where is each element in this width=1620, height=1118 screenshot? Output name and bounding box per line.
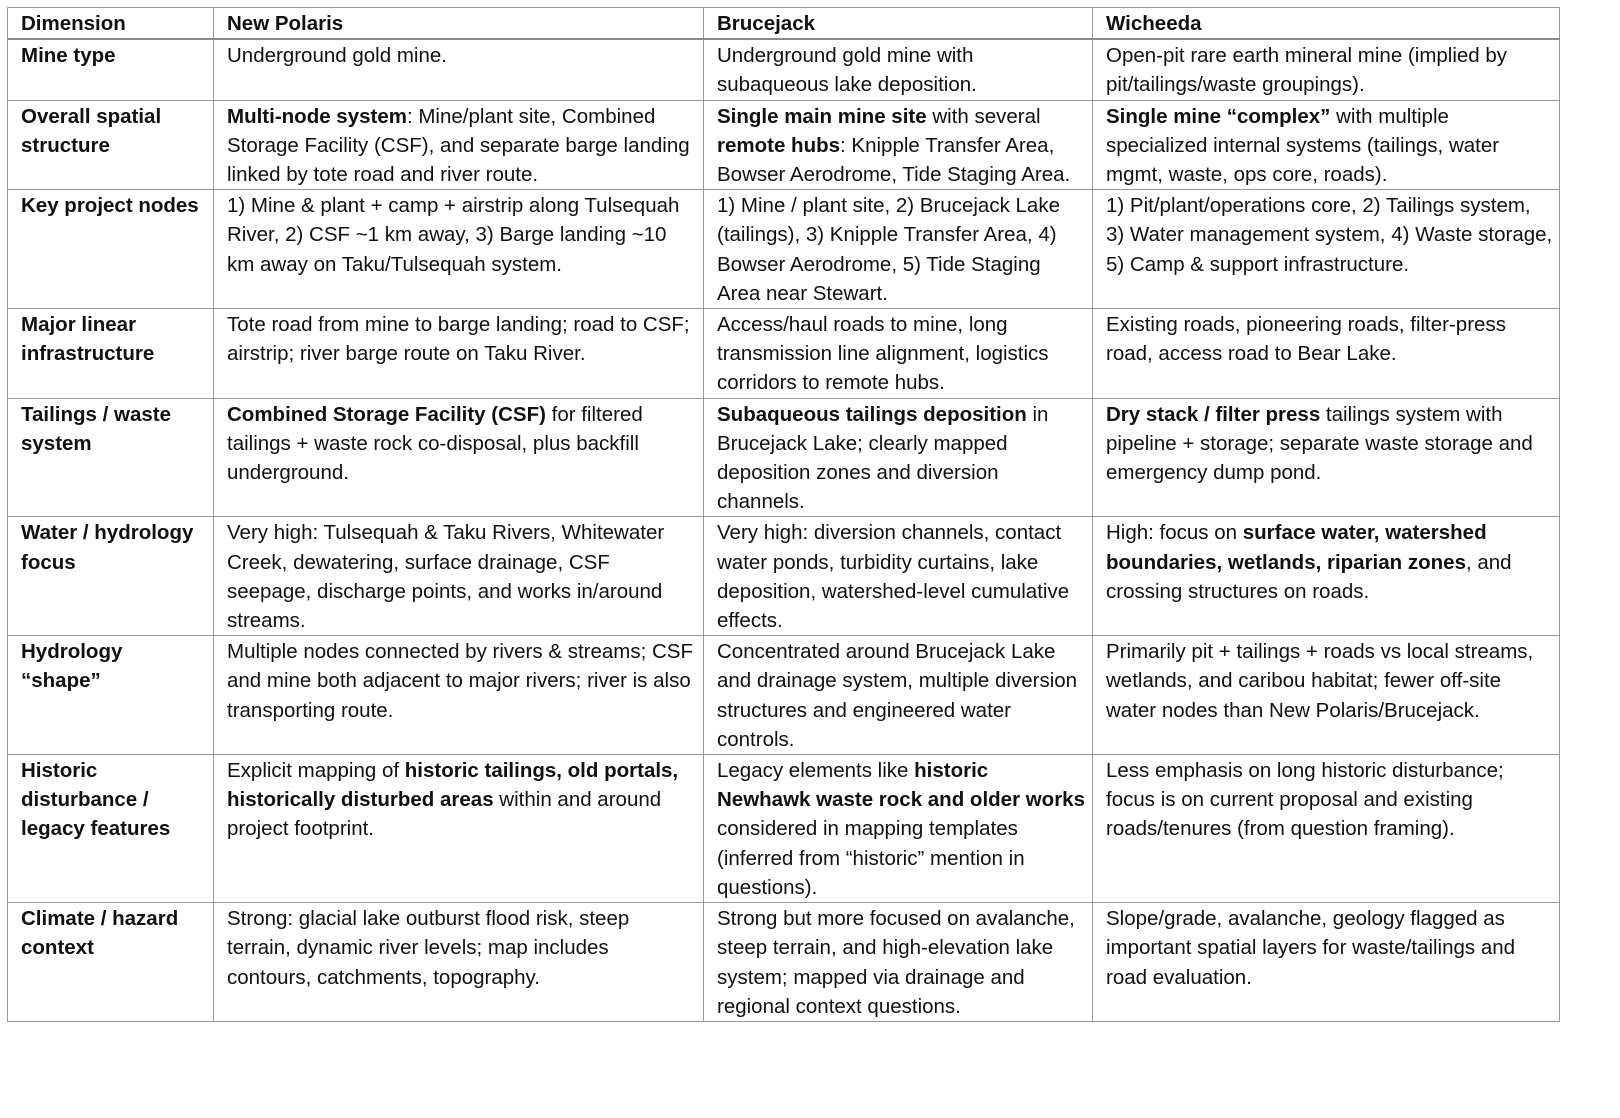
cell-wicheeda bbox=[1093, 398, 1560, 517]
cell-text: Multiple nodes connected by rivers & streams; CSF and mine both adjacent to major rivers; river is also transporting route. bbox=[227, 640, 693, 722]
cell-new-polaris bbox=[214, 903, 704, 1022]
row-dimension: Hydrology “shape” bbox=[8, 636, 214, 755]
row-dimension: Key project nodes bbox=[8, 190, 214, 309]
bold-text: historic Newhawk waste rock and older works bbox=[717, 759, 1085, 812]
cell-text: in Brucejack Lake; clearly mapped deposition zones and diversion channels. bbox=[717, 402, 1049, 514]
bold-text: Subaqueous tailings deposition bbox=[717, 402, 1027, 426]
row-dimension: Major linear infrastructure bbox=[8, 309, 214, 399]
header-row bbox=[8, 8, 1560, 40]
cell-wicheeda bbox=[1093, 755, 1560, 903]
cell-text: , and crossing structures on roads. bbox=[1106, 550, 1512, 603]
cell-new-polaris bbox=[214, 190, 704, 309]
cell-text: Strong but more focused on avalanche, steep terrain, and high-elevation lake system; mapped via drainage and regional context questions. bbox=[717, 907, 1075, 1018]
bold-text: historic tailings, old portals, historically disturbed areas bbox=[227, 759, 679, 812]
cell-text: 1) Mine & plant + camp + airstrip along Tulsequah River, 2) CSF ~1 km away, 3) Barge landing ~10 km away on Taku/Tulsequah system. bbox=[227, 194, 680, 276]
cell-brucejack bbox=[704, 636, 1093, 755]
cell-text: Open-pit rare earth mineral mine (implied by pit/tailings/waste groupings). bbox=[1106, 44, 1508, 97]
cell-wicheeda bbox=[1093, 100, 1560, 190]
cell-brucejack bbox=[704, 517, 1093, 636]
cell-new-polaris bbox=[214, 309, 704, 399]
table-row bbox=[8, 636, 1560, 755]
bold-text: remote hubs bbox=[717, 133, 841, 157]
bold-text: Dry stack / filter press bbox=[1106, 402, 1321, 426]
cell-text: Slope/grade, avalanche, geology flagged as important spatial layers for waste/tailings and road evaluation. bbox=[1106, 907, 1516, 989]
cell-text: Underground gold mine. bbox=[227, 44, 447, 68]
table-row bbox=[8, 309, 1560, 399]
cell-text: within and around project footprint. bbox=[227, 788, 662, 841]
cell-text: Very high: Tulsequah & Taku Rivers, Whitewater Creek, dewatering, surface drainage, CSF seepage, discharge points, and works in/around streams. bbox=[227, 521, 665, 633]
header-dimension: Dimension bbox=[8, 8, 214, 40]
cell-wicheeda bbox=[1093, 903, 1560, 1022]
cell-brucejack bbox=[704, 903, 1093, 1022]
cell-brucejack bbox=[704, 190, 1093, 309]
cell-text: 1) Pit/plant/operations core, 2) Tailings system, 3) Water management system, 4) Waste storage, 5) Camp & support infrastructure. bbox=[1106, 194, 1553, 276]
table-row bbox=[8, 755, 1560, 903]
cell-new-polaris bbox=[214, 517, 704, 636]
cell-brucejack bbox=[704, 309, 1093, 399]
cell-brucejack bbox=[704, 755, 1093, 903]
cell-new-polaris bbox=[214, 636, 704, 755]
cell-text: Less emphasis on long historic disturbance; focus is on current proposal and existing roads/tenures (from question framing). bbox=[1106, 759, 1504, 841]
cell-new-polaris bbox=[214, 39, 704, 100]
cell-text: Explicit mapping of bbox=[227, 759, 405, 783]
row-dimension: Overall spatial structure bbox=[8, 100, 214, 190]
cell-wicheeda bbox=[1093, 190, 1560, 309]
row-dimension: Tailings / waste system bbox=[8, 398, 214, 517]
table-body bbox=[8, 39, 1560, 1021]
table-row bbox=[8, 39, 1560, 100]
cell-text: Existing roads, pioneering roads, filter-press road, access road to Bear Lake. bbox=[1106, 313, 1506, 366]
row-dimension: Mine type bbox=[8, 39, 214, 100]
bold-text: Single main mine site bbox=[717, 104, 927, 128]
cell-brucejack bbox=[704, 398, 1093, 517]
cell-text: Access/haul roads to mine, long transmission line alignment, logistics corridors to remote hubs. bbox=[717, 313, 1049, 395]
cell-text: : Mine/plant site, Combined Storage Facility (CSF), and separate barge landing linked by tote road and river route. bbox=[227, 104, 690, 187]
cell-brucejack bbox=[704, 100, 1093, 190]
table-row bbox=[8, 903, 1560, 1022]
cell-text: Concentrated around Brucejack Lake and drainage system, multiple diversion structures and engineered water controls. bbox=[717, 640, 1078, 751]
cell-text: : Knipple Transfer Area, Bowser Aerodrome, Tide Staging Area. bbox=[717, 133, 1071, 187]
cell-new-polaris bbox=[214, 398, 704, 517]
header-brucejack: Brucejack bbox=[704, 8, 1093, 40]
cell-wicheeda bbox=[1093, 39, 1560, 100]
table-row bbox=[8, 190, 1560, 309]
header-new-polaris: New Polaris bbox=[214, 8, 704, 40]
cell-wicheeda bbox=[1093, 517, 1560, 636]
cell-text: for filtered tailings + waste rock co-disposal, plus backfill underground. bbox=[227, 402, 643, 485]
cell-text: Strong: glacial lake outburst flood risk, steep terrain, dynamic river levels; map includes contours, catchments, topography. bbox=[227, 907, 630, 989]
row-dimension: Water / hydrology focus bbox=[8, 517, 214, 636]
bold-text: Single mine “complex” bbox=[1106, 104, 1331, 128]
comparison-table bbox=[7, 7, 1560, 1022]
table-header bbox=[8, 8, 1560, 40]
cell-new-polaris bbox=[214, 100, 704, 190]
cell-text: Legacy elements like bbox=[717, 759, 915, 783]
cell-text: considered in mapping templates (inferred from “historic” mention in questions). bbox=[717, 817, 1025, 899]
row-dimension: Climate / hazard context bbox=[8, 903, 214, 1022]
table-row bbox=[8, 398, 1560, 517]
cell-text: Underground gold mine with subaqueous lake deposition. bbox=[717, 44, 977, 97]
cell-text: tailings system with pipeline + storage; separate waste storage and emergency dump pond. bbox=[1106, 402, 1533, 485]
cell-text: with several bbox=[926, 104, 1041, 128]
cell-new-polaris bbox=[214, 755, 704, 903]
cell-text: 1) Mine / plant site, 2) Brucejack Lake (tailings), 3) Knipple Transfer Area, 4) Bowser Aerodrome, 5) Tide Staging Area near Stewart. bbox=[717, 194, 1060, 305]
header-wicheeda: Wicheeda bbox=[1093, 8, 1560, 40]
cell-wicheeda bbox=[1093, 636, 1560, 755]
table-row bbox=[8, 517, 1560, 636]
row-dimension: Historic disturbance / legacy features bbox=[8, 755, 214, 903]
cell-brucejack bbox=[704, 39, 1093, 100]
cell-text: High: focus on bbox=[1106, 521, 1243, 545]
bold-text: surface water, watershed boundaries, wetlands, riparian zones bbox=[1106, 521, 1487, 574]
bold-text: Multi-node system bbox=[227, 104, 407, 128]
bold-text: Combined Storage Facility (CSF) bbox=[227, 402, 546, 426]
table-row bbox=[8, 100, 1560, 190]
cell-text: Very high: diversion channels, contact water ponds, turbidity curtains, lake deposition, watershed-level cumulative effects. bbox=[717, 521, 1070, 633]
cell-text: Primarily pit + tailings + roads vs local streams, wetlands, and caribou habitat; fewer off-site water nodes than New Polaris/Brucejack. bbox=[1106, 640, 1534, 722]
cell-wicheeda bbox=[1093, 309, 1560, 399]
cell-text: Tote road from mine to barge landing; road to CSF; airstrip; river barge route on Taku River. bbox=[227, 313, 690, 366]
cell-text: with multiple specialized internal systems (tailings, water mgmt, waste, ops core, roads). bbox=[1106, 104, 1500, 187]
